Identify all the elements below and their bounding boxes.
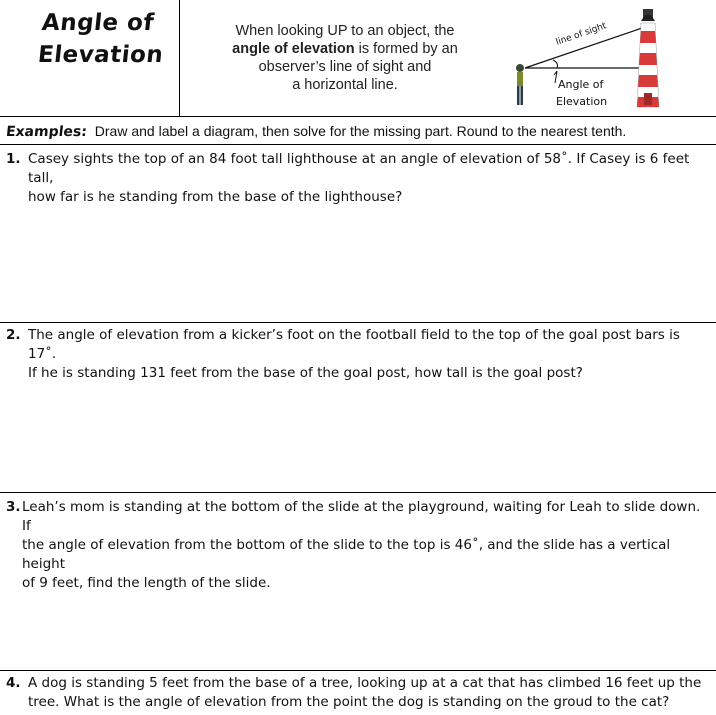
- lighthouse-diagram: [505, 5, 715, 115]
- problem-divider-1: [0, 322, 716, 323]
- problem-text-line-2: If he is standing 131 feet from the base of the goal post, how tall is the goal post?: [28, 365, 583, 381]
- header-divider: [0, 116, 716, 117]
- definition-line-3: observer’s line of sight and: [258, 59, 432, 75]
- label-angle-line-2: Elevation: [556, 95, 608, 108]
- problem-text-line-1: The angle of elevation from a kicker’s foot on the football field to the top of the goal post bars is 17˚.: [28, 327, 680, 362]
- problem-text-line-1: Leah’s mom is standing at the bottom of the slide at the playground, waiting for Leah to slide down. If: [22, 499, 701, 534]
- problem-4: [6, 674, 711, 712]
- title-line-2: Elevation: [36, 42, 165, 68]
- title-box: [0, 0, 180, 117]
- problem-text-line-2: how far is he standing from the base of the lighthouse?: [28, 189, 403, 205]
- person-figure: [516, 64, 524, 105]
- definition-line-2: [195, 40, 495, 58]
- problem-text-line-1: A dog is standing 5 feet from the base of a tree, looking up at a cat that has climbed 16 feet up the: [28, 675, 702, 691]
- definition-text: [195, 22, 495, 94]
- problem-2: [6, 326, 711, 383]
- examples-label: Examples:: [5, 124, 88, 140]
- instructions-text: Draw and label a diagram, then solve for the missing part. Round to the nearest tenth.: [94, 123, 627, 139]
- examples-instructions: [6, 123, 626, 140]
- problem-divider-2: [0, 492, 716, 493]
- angle-arc: [553, 60, 558, 68]
- angle-pointer: [554, 71, 557, 83]
- problem-number: 1.: [6, 151, 21, 167]
- definition-bold-term: angle of elevation: [232, 41, 355, 57]
- label-line-of-sight: line of sight: [554, 21, 608, 48]
- definition-line-2-rest: is formed by an: [354, 41, 458, 57]
- problem-text-line-2: tree. What is the angle of elevation from the point the dog is standing on the groud to the cat?: [28, 694, 670, 710]
- examples-divider: [0, 144, 716, 145]
- problem-divider-3: [0, 670, 716, 671]
- definition-line-1: When looking UP to an object, the: [235, 23, 455, 39]
- problem-text-line-3: of 9 feet, find the length of the slide.: [22, 575, 271, 591]
- definition-line-4: a horizontal line.: [292, 77, 398, 93]
- problem-number: 2.: [6, 327, 21, 343]
- problem-number: 4.: [6, 675, 21, 691]
- lighthouse: [637, 9, 659, 107]
- problem-text-line-1: Casey sights the top of an 84 foot tall lighthouse at an angle of elevation of 58˚. If Casey is 6 feet tall,: [28, 151, 690, 186]
- problem-1: [6, 150, 711, 207]
- label-angle-line-1: Angle of: [558, 78, 604, 91]
- problem-3: [6, 498, 711, 593]
- problem-text-line-2: the angle of elevation from the bottom of the slide to the top is 46˚, and the slide has a vertical height: [22, 537, 671, 572]
- problem-number: 3.: [6, 499, 21, 515]
- title-line-1: Angle of: [40, 10, 156, 36]
